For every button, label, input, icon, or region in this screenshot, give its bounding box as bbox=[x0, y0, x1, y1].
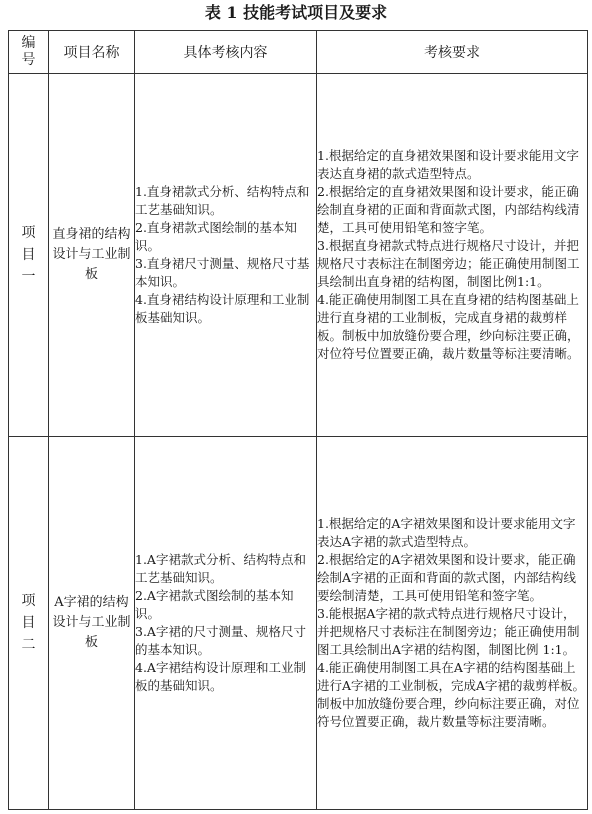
requirement-item: 4.能正确使用制图工具在A字裙的结构图基础上进行A字裙的工业制板，完成A字裙的裁剪样板。制板中加放缝份要合理，纱向标注要正确，对位符号位置要正确，裁片数量等标注要清晰。 bbox=[317, 660, 586, 729]
table-row bbox=[9, 74, 588, 437]
table-title: 表 1 技能考试项目及要求 bbox=[204, 3, 388, 22]
requirement-item: 2.根据给定的A字裙效果图和设计要求，能正确绘制A字裙的正面和背面的款式图，内部结构线要绘制清楚，工具可使用铅笔和签字笔。 bbox=[317, 552, 577, 603]
requirement-item: 3.根据直身裙款式特点进行规格尺寸设计，并把规格尺寸表标注在制图旁边；能正确使用制图工具绘制出直身裙的结构图，制图比例1:1。 bbox=[317, 238, 580, 289]
content-item: 2.直身裙款式图绘制的基本知识。 bbox=[135, 220, 297, 253]
header-content: 具体考核内容 bbox=[135, 31, 317, 74]
project-number: 项目二 bbox=[9, 437, 49, 810]
content-item: 1.A字裙款式分析、结构特点和工艺基础知识。 bbox=[135, 552, 306, 585]
header-requirements: 考核要求 bbox=[317, 31, 588, 74]
content-item: 4.A字裙结构设计原理和工业制板的基础知识。 bbox=[135, 660, 306, 693]
exam-requirements bbox=[317, 74, 588, 437]
requirement-item: 4.能正确使用制图工具在直身裙的结构图基础上进行直身裙的工业制板，完成直身裙的裁剪样板。制板中加放缝份要合理，纱向标注要正确，对位符号位置要正确，裁片数量等标注要清晰。 bbox=[317, 292, 580, 361]
header-row bbox=[9, 31, 588, 74]
project-number: 项目一 bbox=[9, 74, 49, 437]
requirement-item: 1.根据给定的A字裙效果图和设计要求能用文字表达A字裙的款式造型特点。 bbox=[317, 516, 576, 549]
content-item: 3.A字裙的尺寸测量、规格尺寸的基本知识。 bbox=[135, 624, 306, 657]
project-name: 直身裙的结构设计与工业制板 bbox=[49, 74, 135, 437]
table-row bbox=[9, 437, 588, 810]
header-name: 项目名称 bbox=[49, 31, 135, 74]
project-name: A字裙的结构设计与工业制板 bbox=[49, 437, 135, 810]
content-item: 4.直身裙结构设计原理和工业制板基础知识。 bbox=[135, 292, 310, 325]
requirement-item: 3.能根据A字裙的款式特点进行规格尺寸设计，并把规格尺寸表标注在制图旁边；能正确使用制图工具绘制出A字裙的结构图，制图比例 1:1。 bbox=[317, 606, 580, 657]
exam-content bbox=[135, 437, 317, 810]
header-no: 编号 bbox=[9, 31, 49, 74]
requirement-item: 1.根据给定的直身裙效果图和设计要求能用文字表达直身裙的款式造型特点。 bbox=[317, 148, 579, 181]
exam-requirements bbox=[317, 437, 588, 810]
requirement-item: 2.根据给定的直身裙效果图和设计要求，能正确绘制直身裙的正面和背面款式图，内部结构线清楚，工具可使用铅笔和签字笔。 bbox=[317, 184, 580, 235]
exam-content bbox=[135, 74, 317, 437]
content-item: 1.直身裙款式分析、结构特点和工艺基础知识。 bbox=[135, 184, 310, 217]
content-item: 3.直身裙尺寸测量、规格尺寸基本知识。 bbox=[135, 256, 310, 289]
content-item: 2.A字裙款式图绘制的基本知识。 bbox=[135, 588, 294, 621]
skills-exam-table bbox=[8, 30, 588, 810]
